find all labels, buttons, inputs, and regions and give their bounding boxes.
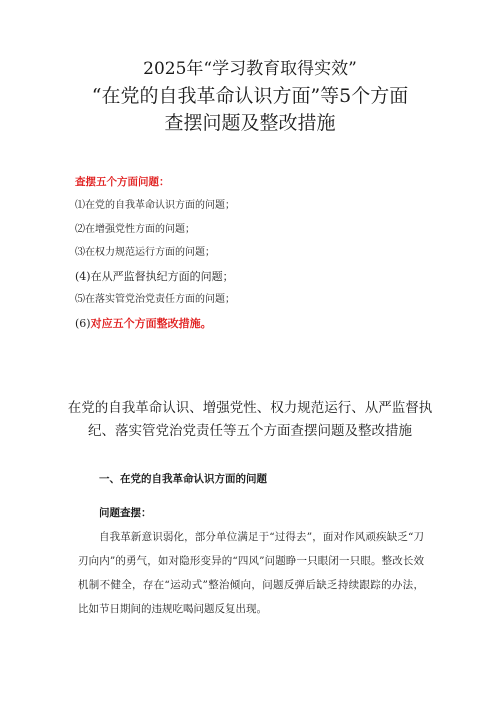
document-title — [0, 56, 500, 137]
problem-label: 问题查摆： — [99, 507, 152, 519]
toc-item-text: 在增强党性方面的问题； — [85, 223, 195, 235]
toc-item-number: ⑴ — [75, 200, 85, 211]
document-subtitle: 在党的自我革命认识、增强党性、权力规范运行、从严监督执纪、落实管党治党责任等五个方面查摆问题及整改措施 — [67, 400, 433, 439]
toc-item — [75, 223, 435, 237]
toc-item-number: ⑸ — [75, 294, 85, 305]
toc-list — [75, 175, 435, 340]
toc-item-text: 对应五个方面整改措施。 — [90, 316, 212, 330]
toc-item-number: (4) — [75, 269, 91, 283]
toc-item — [75, 293, 435, 307]
body-paragraph: 自我革新意识弱化，部分单位满足于“过得去”，面对作风顽疾缺乏“刀刃向内”的勇气，如对隐形变异的“四风”问题睁一只眼闭一只眼。整改长效机制不健全，存在“运动式”整治倾向，问题反弹后缺乏持续跟踪的办法，比如节日期间的违规吃喝问题反复出现。 — [78, 531, 424, 615]
title-line-3: 查摆问题及整改措施 — [164, 112, 336, 134]
toc-item-number: ⑶ — [75, 247, 85, 258]
section-1 — [99, 472, 429, 530]
toc-heading: 查摆五个方面问题： — [75, 176, 170, 188]
toc-item — [75, 317, 435, 331]
toc-item-number: ⑵ — [75, 223, 85, 235]
title-line-2: “在党的自我革命认识方面”等5个方面 — [91, 85, 409, 107]
title-line-1: 2025年“学习教育取得实效” — [143, 59, 357, 79]
toc-item-text: 在党的自我革命认识方面的问题； — [85, 200, 235, 211]
toc-item-text: 在权力规范运行方面的问题； — [85, 247, 215, 258]
toc-item-text: 在从严监督执纪方面的问题； — [90, 269, 234, 283]
section-heading: 一、在党的自我革命认识方面的问题 — [99, 473, 267, 485]
toc-item-number: (6) — [75, 316, 91, 330]
toc-item — [75, 199, 435, 213]
toc-item — [75, 246, 435, 260]
toc-item-text: 在落实管党治党责任方面的问题； — [85, 294, 235, 305]
toc-item — [75, 270, 435, 284]
